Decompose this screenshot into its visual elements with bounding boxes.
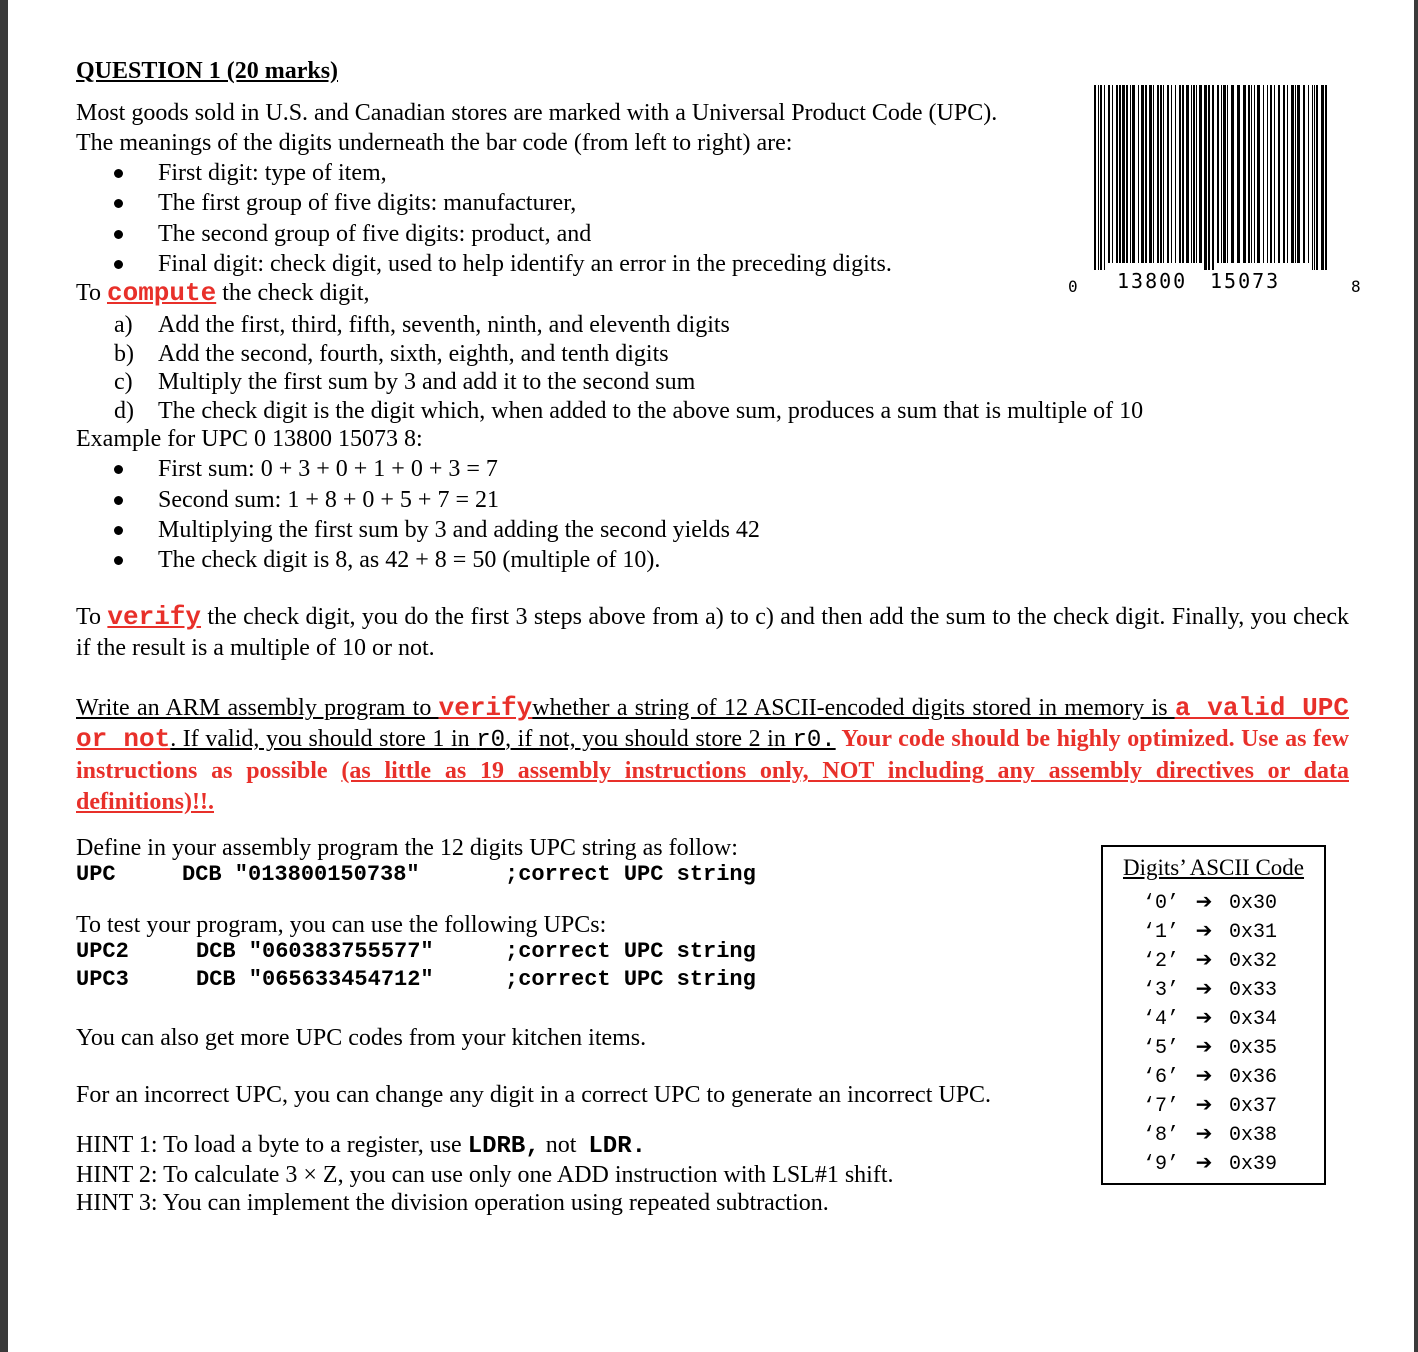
barcode-group-1: 13800 bbox=[1117, 269, 1188, 293]
example-item-2: Second sum: 1 + 8 + 0 + 5 + 7 = 21 bbox=[158, 487, 500, 513]
barcode-bar bbox=[1179, 85, 1181, 263]
window-left-edge bbox=[0, 0, 8, 1352]
verify-keyword: verify bbox=[107, 602, 202, 632]
task-valid-upc-keyword: a valid UPC or not bbox=[76, 693, 1349, 754]
barcode-bar bbox=[1295, 85, 1296, 263]
barcode-bar bbox=[1130, 85, 1131, 263]
right-arrow-icon: ➔ bbox=[1195, 918, 1213, 942]
ascii-row: ‘8’ ➔ 0x38 bbox=[1143, 1121, 1278, 1147]
barcode-bar bbox=[1122, 85, 1125, 263]
ldrb-code: LDRB, bbox=[467, 1133, 540, 1160]
barcode-bar bbox=[1204, 85, 1207, 270]
meaning-item-2: The first group of five digits: manufacturer, bbox=[158, 190, 577, 216]
meaning-item-4: Final digit: check digit, used to help identify an error in the preceding digits. bbox=[158, 251, 892, 277]
upc3-label: UPC3 bbox=[76, 967, 129, 992]
barcode-bar bbox=[1314, 85, 1315, 270]
barcode-bar bbox=[1182, 85, 1184, 263]
ascii-row: ‘0’ ➔ 0x30 bbox=[1143, 889, 1278, 915]
barcode-bar bbox=[1287, 85, 1288, 263]
intro-line-2: The meanings of the digits underneath the bar code (from left to right) are: bbox=[76, 130, 793, 156]
right-arrow-icon: ➔ bbox=[1195, 1034, 1213, 1058]
barcode-bar bbox=[1312, 85, 1313, 270]
example-item-3: Multiplying the first sum by 3 and adding the second yields 42 bbox=[158, 517, 760, 543]
compute-line bbox=[76, 278, 369, 308]
register-r0: r0 bbox=[476, 727, 506, 754]
barcode-bar bbox=[1196, 85, 1197, 263]
right-arrow-icon: ➔ bbox=[1195, 1121, 1213, 1145]
window-right-edge bbox=[1414, 0, 1418, 1352]
barcode-bar bbox=[1297, 85, 1300, 263]
barcode-bar bbox=[1104, 85, 1105, 270]
barcode-bar bbox=[1237, 85, 1240, 263]
bullet-dot bbox=[114, 526, 123, 535]
bullet-dot bbox=[114, 496, 123, 505]
barcode-bar bbox=[1157, 85, 1159, 263]
bullet-dot bbox=[114, 169, 123, 178]
compute-prefix: To bbox=[76, 280, 107, 306]
barcode-bar bbox=[1227, 85, 1228, 263]
compute-keyword: compute bbox=[106, 278, 217, 308]
upc3-comment: ;correct UPC string bbox=[505, 967, 756, 992]
barcode-bar bbox=[1098, 85, 1099, 270]
barcode-bar bbox=[1283, 85, 1285, 263]
ascii-code-table bbox=[1101, 845, 1326, 1185]
barcode-bar bbox=[1132, 85, 1135, 263]
barcode-bar bbox=[1325, 85, 1327, 270]
barcode-bar bbox=[1160, 85, 1162, 263]
upc-label: UPC bbox=[76, 862, 116, 887]
upc-barcode-image bbox=[1090, 85, 1330, 270]
upc2-label: UPC2 bbox=[76, 939, 129, 964]
ascii-row: ‘9’ ➔ 0x39 bbox=[1143, 1150, 1278, 1176]
step-c-text: Multiply the first sum by 3 and add it to the second sum bbox=[158, 369, 696, 395]
barcode-bar bbox=[1208, 85, 1210, 270]
step-b-text: Add the second, fourth, sixth, eighth, and tenth digits bbox=[158, 341, 669, 367]
barcode-bar bbox=[1291, 85, 1294, 263]
barcode-bar bbox=[1141, 85, 1144, 263]
barcode-bar bbox=[1100, 85, 1102, 270]
barcode-bar bbox=[1171, 85, 1172, 263]
barcode-right-digit: 8 bbox=[1351, 277, 1361, 296]
ascii-row: ‘7’ ➔ 0x37 bbox=[1143, 1092, 1278, 1118]
example-item-1: First sum: 0 + 3 + 0 + 1 + 0 + 3 = 7 bbox=[158, 456, 498, 482]
step-b-marker: b) bbox=[114, 341, 134, 367]
bullet-dot bbox=[114, 556, 123, 565]
meaning-item-3: The second group of five digits: product, and bbox=[158, 221, 592, 247]
barcode-bar bbox=[1321, 85, 1324, 270]
example-heading: Example for UPC 0 13800 15073 8: bbox=[76, 426, 423, 452]
bullet-dot bbox=[114, 260, 123, 269]
right-arrow-icon: ➔ bbox=[1195, 1005, 1213, 1029]
barcode-bar bbox=[1274, 85, 1275, 263]
example-item-4: The check digit is 8, as 42 + 8 = 50 (multiple of 10). bbox=[158, 547, 661, 573]
barcode-bar bbox=[1112, 85, 1113, 263]
barcode-bar bbox=[1108, 85, 1110, 263]
barcode-bar bbox=[1223, 85, 1226, 263]
barcode-bar bbox=[1199, 85, 1202, 263]
barcode-bar bbox=[1153, 85, 1154, 263]
barcode-bar bbox=[1167, 85, 1169, 263]
upc-comment: ;correct UPC string bbox=[505, 862, 756, 887]
upc3-directive: DCB "065633454712" bbox=[196, 967, 434, 992]
step-c-marker: c) bbox=[114, 369, 133, 395]
barcode-bar bbox=[1191, 85, 1192, 263]
instruction-limit-note: (as little as 19 assembly instructions only, NOT including any assembly directives or data definitions)!!. bbox=[76, 758, 1349, 815]
barcode-bar bbox=[1186, 85, 1189, 263]
task-verify-keyword: verify bbox=[438, 693, 533, 723]
barcode-bar bbox=[1263, 85, 1264, 263]
meaning-item-1: First digit: type of item, bbox=[158, 160, 387, 186]
bullet-dot bbox=[114, 465, 123, 474]
right-arrow-icon: ➔ bbox=[1195, 947, 1213, 971]
right-arrow-icon: ➔ bbox=[1195, 1092, 1213, 1116]
hint-2: HINT 2: To calculate 3 × Z, you can use only one ADD instruction with LSL#1 shift. bbox=[76, 1162, 894, 1188]
barcode-bar bbox=[1149, 85, 1152, 263]
barcode-bar bbox=[1267, 85, 1268, 263]
compute-suffix: the check digit, bbox=[216, 280, 370, 306]
right-arrow-icon: ➔ bbox=[1195, 1063, 1213, 1087]
kitchen-text: You can also get more UPC codes from your kitchen items. bbox=[76, 1025, 647, 1051]
barcode-bar bbox=[1221, 85, 1222, 263]
barcode-bar bbox=[1243, 85, 1246, 263]
ascii-row: ‘5’ ➔ 0x35 bbox=[1143, 1034, 1278, 1060]
barcode-bar bbox=[1231, 85, 1234, 263]
right-arrow-icon: ➔ bbox=[1195, 1150, 1213, 1174]
barcode-bar bbox=[1217, 85, 1219, 263]
right-arrow-icon: ➔ bbox=[1195, 889, 1213, 913]
barcode-bar bbox=[1257, 85, 1260, 263]
ascii-row: ‘2’ ➔ 0x32 bbox=[1143, 947, 1278, 973]
barcode-bar bbox=[1254, 85, 1255, 263]
barcode-bar bbox=[1145, 85, 1147, 263]
barcode-bar bbox=[1119, 85, 1121, 263]
optimization-note: Your code should be highly optimized. Use as few instructions as possible bbox=[76, 726, 1350, 784]
right-arrow-icon: ➔ bbox=[1195, 976, 1213, 1000]
step-d-marker: d) bbox=[114, 398, 134, 424]
ascii-row: ‘3’ ➔ 0x33 bbox=[1143, 976, 1278, 1002]
barcode-bar bbox=[1251, 85, 1252, 263]
question-title: QUESTION 1 (20 marks) bbox=[76, 58, 339, 84]
task-paragraph: Write an ARM assembly program to verifywhether a string of 12 ASCII-encoded digits stored in memory is a valid UPC or not. If valid, you should store 1 in r0, if not, you should store 2 in r0. Your code should be highly optimized. Use as few instructions as possible (as little as 19 assembly instructions only, NOT including any assembly directives or data definitions)!!. bbox=[76, 693, 1350, 815]
barcode-bar bbox=[1270, 85, 1272, 263]
barcode-group-2: 15073 bbox=[1210, 269, 1281, 293]
upc-directive: DCB "013800150738" bbox=[182, 862, 420, 887]
bullet-dot bbox=[114, 230, 123, 239]
barcode-bar bbox=[1175, 85, 1176, 263]
barcode-bar bbox=[1126, 85, 1128, 263]
barcode-bar bbox=[1116, 85, 1118, 263]
barcode-left-digit: 0 bbox=[1068, 277, 1078, 296]
hint-1: HINT 1: To load a byte to a register, use LDRB, not LDR. bbox=[76, 1132, 647, 1160]
ascii-row: ‘6’ ➔ 0x36 bbox=[1143, 1063, 1278, 1089]
barcode-bar bbox=[1193, 85, 1195, 263]
barcode-bar bbox=[1248, 85, 1250, 263]
verify-paragraph: To verify the check digit, you do the first 3 steps above from a) to c) and then add the sum to the check digit. Finally, you check if the result is a multiple of 10 or not. bbox=[76, 602, 1349, 661]
barcode-bar bbox=[1308, 85, 1309, 263]
step-a-text: Add the first, third, fifth, seventh, ninth, and eleventh digits bbox=[158, 312, 730, 338]
barcode-bar bbox=[1303, 85, 1305, 263]
barcode-bar bbox=[1278, 85, 1280, 263]
barcode-bar bbox=[1316, 85, 1318, 270]
ascii-row: ‘1’ ➔ 0x31 bbox=[1143, 918, 1278, 944]
ascii-row: ‘4’ ➔ 0x34 bbox=[1143, 1005, 1278, 1031]
hint-3: HINT 3: You can implement the division operation using repeated subtraction. bbox=[76, 1190, 829, 1216]
intro-line-1: Most goods sold in U.S. and Canadian stores are marked with a Universal Product Code (UPC). bbox=[76, 100, 998, 126]
define-text: Define in your assembly program the 12 digits UPC string as follow: bbox=[76, 835, 738, 861]
barcode-bar bbox=[1212, 85, 1214, 270]
ascii-table-title: Digits’ ASCII Code bbox=[1122, 855, 1305, 880]
step-d-text: The check digit is the digit which, when added to the above sum, produces a sum that is multiple of 10 bbox=[158, 398, 1144, 424]
barcode-bar bbox=[1138, 85, 1139, 263]
incorrect-upc-text: For an incorrect UPC, you can change any digit in a correct UPC to generate an incorrect UPC. bbox=[76, 1082, 992, 1108]
barcode-bar bbox=[1163, 85, 1164, 263]
ldr-code: LDR. bbox=[588, 1133, 647, 1160]
barcode-bar bbox=[1094, 85, 1096, 270]
step-a-marker: a) bbox=[114, 312, 133, 338]
upc2-directive: DCB "060383755577" bbox=[196, 939, 434, 964]
upc2-comment: ;correct UPC string bbox=[505, 939, 756, 964]
test-text: To test your program, you can use the following UPCs: bbox=[76, 912, 607, 938]
register-r0: r0. bbox=[792, 727, 836, 754]
bullet-dot bbox=[114, 199, 123, 208]
